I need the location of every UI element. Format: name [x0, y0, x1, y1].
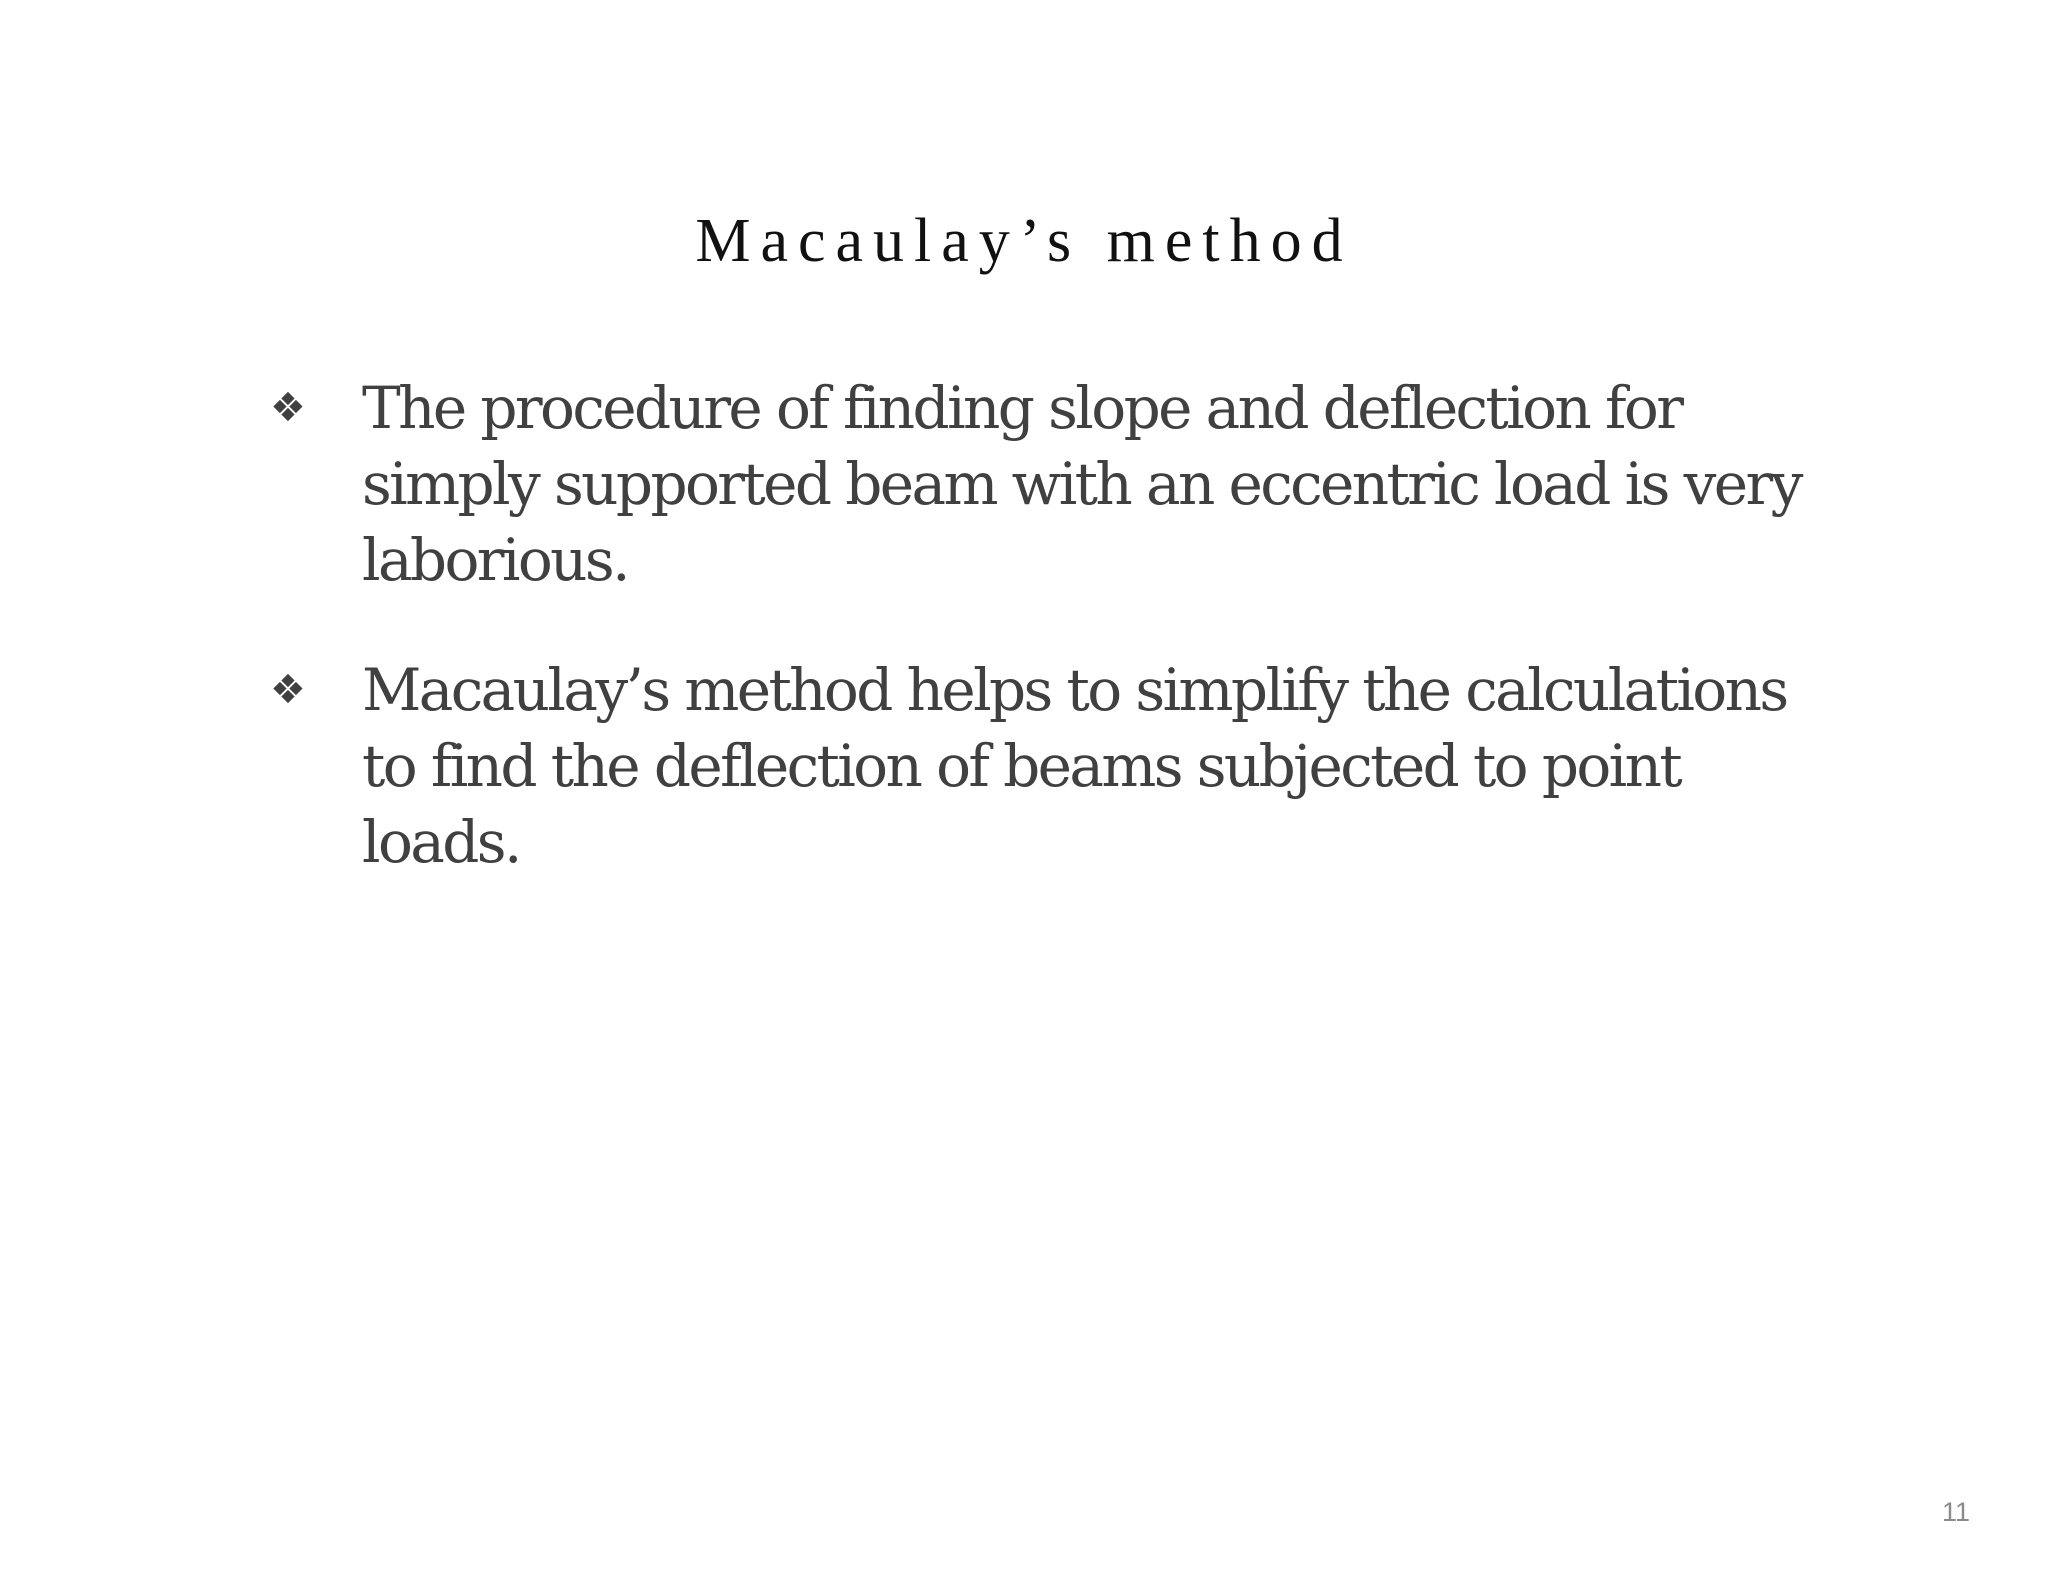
bullet-line: simply supported beam with an eccentric load is very: [362, 450, 1801, 518]
bullet-line: laborious.: [362, 526, 628, 594]
bullet-line: loads.: [362, 808, 520, 876]
slide-title: Macaulay’s method: [695, 207, 1353, 275]
bullet-item: [270, 370, 1801, 598]
bullet-text: [362, 370, 1801, 598]
bullet-text: [362, 652, 1787, 880]
bullet-line: to find the deflection of beams subjected to point: [362, 732, 1681, 800]
diamond-four-icon: ❖: [270, 385, 306, 431]
diamond-four-icon: ❖: [270, 667, 306, 713]
page-number: 11: [1941, 1497, 1970, 1527]
bullet-line: Macaulay’s method helps to simplify the calculations: [362, 656, 1787, 724]
bullet-line: The procedure of finding slope and deflection for: [362, 374, 1682, 442]
bullet-item: [270, 652, 1790, 880]
